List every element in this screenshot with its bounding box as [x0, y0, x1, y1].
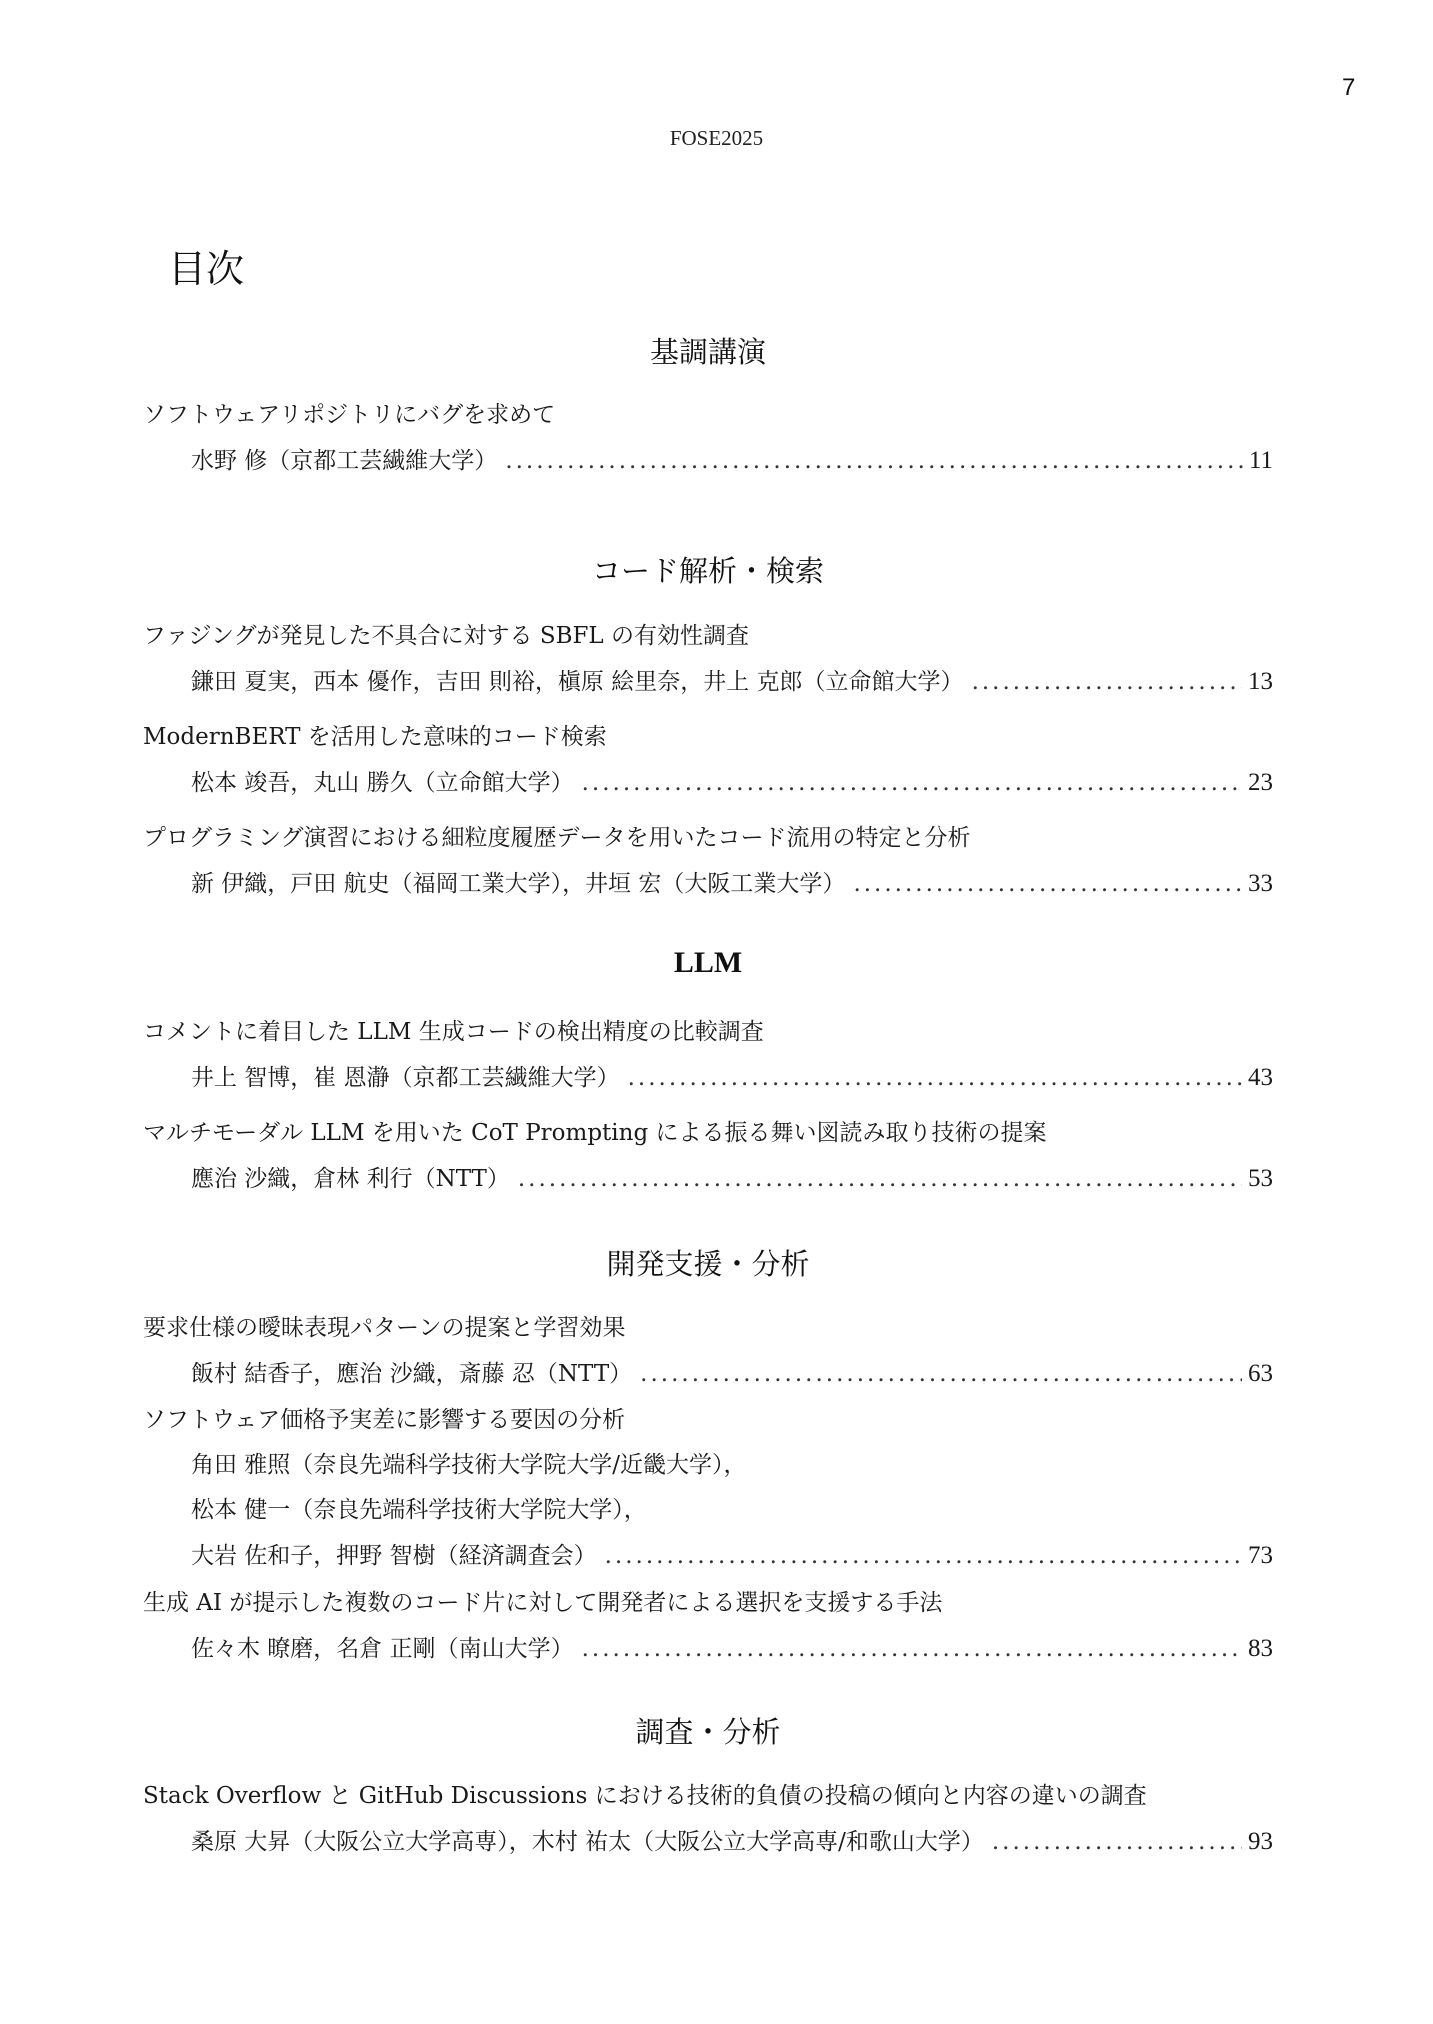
- toc-entry[interactable]: [143, 816, 1273, 907]
- dot-leader: [972, 660, 1242, 705]
- entry-page-number: 13: [1248, 668, 1273, 695]
- author-line: [143, 1055, 1273, 1101]
- entry-authors: 飯村 結香子，應治 沙織，斎藤 忍（NTT）: [191, 1361, 633, 1387]
- entry-title: マルチモーダル LLM を用いた CoT Prompting による振る舞い図読み取り技術の提案: [143, 1120, 1047, 1146]
- entry-authors: 松本 竣吾，丸山 勝久（立命館大学）: [191, 770, 574, 796]
- author-line: [143, 861, 1273, 907]
- entry-authors: 水野 修（京都工芸繊維大学）: [191, 448, 498, 474]
- dot-leader: [505, 439, 1243, 484]
- author-line: [143, 1819, 1273, 1865]
- dot-leader: [853, 862, 1242, 907]
- section-heading: LLM: [673, 946, 743, 979]
- toc-entry[interactable]: [143, 393, 1273, 484]
- dot-leader: [582, 1627, 1242, 1672]
- dot-leader: [640, 1352, 1242, 1397]
- entry-page-number: 43: [1248, 1064, 1273, 1091]
- entry-page-number: 53: [1248, 1165, 1273, 1192]
- toc-entry[interactable]: [143, 1111, 1273, 1202]
- entry-page-number: 33: [1248, 870, 1273, 897]
- toc-entry[interactable]: [143, 1581, 1273, 1672]
- toc-entry[interactable]: [143, 614, 1273, 705]
- dot-leader: [518, 1157, 1242, 1202]
- entry-page-number: 73: [1248, 1542, 1273, 1569]
- entry-title: プログラミング演習における細粒度履歴データを用いたコード流用の特定と分析: [143, 825, 971, 851]
- entry-title: コメントに着目した LLM 生成コードの検出精度の比較調査: [143, 1019, 764, 1045]
- author-line: [143, 1351, 1273, 1397]
- section-heading: 開発支援・分析: [606, 1247, 810, 1281]
- entry-authors: 新 伊織，戸田 航史（福岡工業大学），井垣 宏（大阪工業大学）: [191, 871, 846, 897]
- author-line: [143, 1156, 1273, 1202]
- entry-page-number: 11: [1248, 447, 1273, 474]
- running-header: FOSE2025: [669, 126, 764, 150]
- author-line: [143, 1533, 1273, 1579]
- dot-leader: [628, 1056, 1242, 1101]
- page-number: 7: [1342, 74, 1356, 101]
- entry-title: ソフトウェアリポジトリにバグを求めて: [143, 402, 556, 428]
- toc-entry[interactable]: [143, 1398, 1273, 1579]
- entry-authors: 大岩 佐和子，押野 智樹（経済調査会）: [191, 1543, 597, 1569]
- author-line: [143, 760, 1273, 806]
- toc-entry[interactable]: [143, 1010, 1273, 1101]
- author-line: [143, 1443, 1273, 1488]
- toc-entry[interactable]: [143, 715, 1273, 806]
- author-line: [143, 659, 1273, 705]
- dot-leader: [605, 1534, 1242, 1579]
- entry-authors: 松本 健一（奈良先端科学技術大学院大学），: [191, 1497, 647, 1523]
- entry-title: ソフトウェア価格予実差に影響する要因の分析: [143, 1407, 626, 1433]
- entry-authors: 井上 智博，崔 恩瀞（京都工芸繊維大学）: [191, 1065, 620, 1091]
- entry-title: Stack Overflow と GitHub Discussions における技術的負債の投稿の傾向と内容の違いの調査: [143, 1783, 1147, 1809]
- entry-title: 要求仕様の曖昧表現パターンの提案と学習効果: [143, 1315, 626, 1341]
- dot-leader: [992, 1820, 1242, 1865]
- author-line: [143, 1488, 1273, 1533]
- entry-page-number: 63: [1248, 1360, 1273, 1387]
- section-heading: コード解析・検索: [591, 554, 824, 588]
- entry-page-number: 23: [1248, 769, 1273, 796]
- section-heading: 基調講演: [649, 335, 766, 369]
- toc-entry[interactable]: [143, 1774, 1273, 1865]
- author-line: [143, 438, 1273, 484]
- dot-leader: [582, 761, 1242, 806]
- entry-title: 生成 AI が提示した複数のコード片に対して開発者による選択を支援する手法: [143, 1590, 943, 1616]
- entry-page-number: 93: [1248, 1828, 1273, 1855]
- entry-page-number: 83: [1248, 1635, 1273, 1662]
- toc-entry[interactable]: [143, 1306, 1273, 1397]
- entry-title: ファジングが発見した不具合に対する SBFL の有効性調査: [143, 623, 750, 649]
- author-line: [143, 1626, 1273, 1672]
- entry-authors: 佐々木 暸磨，名倉 正剛（南山大学）: [191, 1636, 574, 1662]
- section-heading: 調査・分析: [635, 1715, 781, 1749]
- entry-authors: 桑原 大昇（大阪公立大学高専），木村 祐太（大阪公立大学高専/和歌山大学）: [191, 1829, 984, 1855]
- entry-authors: 應治 沙織，倉林 利行（NTT）: [191, 1166, 510, 1192]
- entry-title: ModernBERT を活用した意味的コード検索: [143, 724, 607, 750]
- entry-authors: 鎌田 夏実，西本 優作，吉田 則裕，槇原 絵里奈，井上 克郎（立命館大学）: [191, 669, 964, 695]
- toc-title: 目次: [168, 247, 245, 291]
- entry-authors: 角田 雅照（奈良先端科学技術大学院大学/近畿大学），: [191, 1452, 747, 1478]
